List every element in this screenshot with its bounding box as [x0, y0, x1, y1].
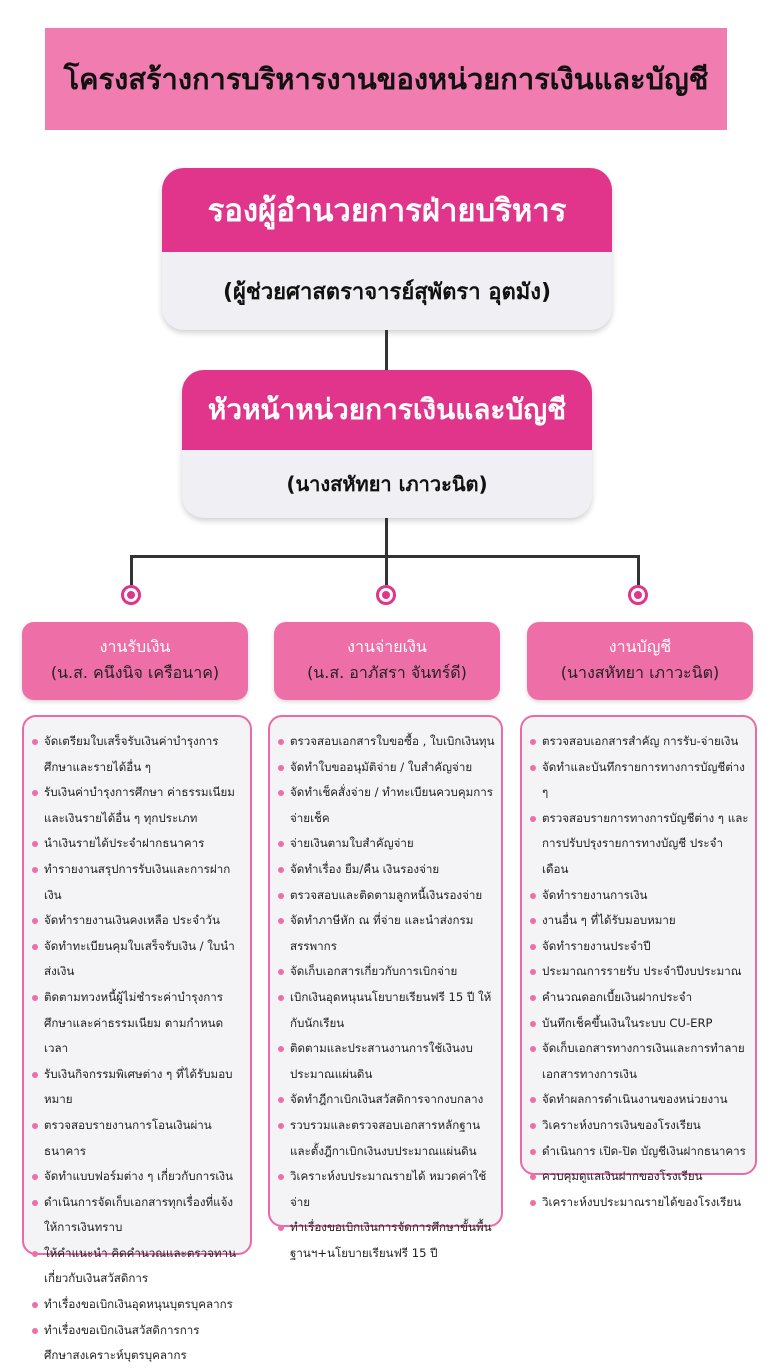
duty-item: ประมาณการรายรับ ประจำปีงบประมาณ [530, 959, 749, 985]
duty-item: จ่ายเงินตามใบสำคัญจ่าย [278, 831, 495, 857]
duty-item: จัดทำฎีกาเบิกเงินสวัสดิการจากงบกลาง [278, 1087, 495, 1113]
duty-item: จัดทำเรื่อง ยืม/คืน เงินรองจ่าย [278, 857, 495, 883]
duty-item: รับเงินกิจกรรมพิเศษต่าง ๆ ที่ได้รับมอบหมาย [32, 1062, 244, 1113]
section-title: งานรับเงิน [99, 637, 171, 656]
duty-item: จัดทำรายงานการเงิน [530, 883, 749, 909]
page-title: โครงสร้างการบริหารงานของหน่วยการเงินและบัญชี [45, 28, 727, 130]
connector-line [637, 555, 640, 585]
duty-item: จัดทำรายงานเงินคงเหลือ ประจำวัน [32, 908, 244, 934]
duty-item: เบิกเงินอุดหนุนนโยบายเรียนฟรี 15 ปี ให้กับนักเรียน [278, 985, 495, 1036]
head-position: หัวหน้าหน่วยการเงินและบัญชี [182, 370, 592, 450]
duty-item: ดำเนินการ เปิด-ปิด บัญชีเงินฝากธนาคาร [530, 1139, 749, 1165]
deputy-director-node [162, 168, 612, 330]
duty-item: จัดทำและบันทึกรายการทางการบัญชีต่าง ๆ [530, 755, 749, 806]
duty-item: จัดเก็บเอกสารทางการเงินและการทำลายเอกสารทางการเงิน [530, 1036, 749, 1087]
duty-item: จัดทำใบขออนุมัติจ่าย / ใบสำคัญจ่าย [278, 755, 495, 781]
duty-item: ทำเรื่องขอเบิกเงินสวัสดิการการศึกษาสงเคราะห์บุตรบุคลากร [32, 1318, 244, 1369]
duty-item: ตรวจสอบเอกสารสำคัญ การรับ-จ่ายเงิน [530, 729, 749, 755]
duty-item: จัดเตรียมใบเสร็จรับเงินค่าบำรุงการศึกษาและรายได้อื่น ๆ [32, 729, 244, 780]
deputy-name: (ผู้ช่วยศาสตราจารย์สุพัตรา อุตมัง) [222, 279, 552, 305]
duty-item: ดำเนินการจัดเก็บเอกสารทุกเรื่องที่แจ้งให้การเงินทราบ [32, 1190, 244, 1241]
section-header-payment [274, 622, 500, 700]
section-title: งานจ่ายเงิน [347, 637, 427, 656]
duty-item: ทำรายงานสรุปการรับเงินและการฝากเงิน [32, 857, 244, 908]
duty-item: จัดเก็บเอกสารเกี่ยวกับการเบิกจ่าย [278, 959, 495, 985]
section-person: (น.ส. คนึงนิจ เครือนาค) [50, 663, 220, 682]
duty-item: จัดทำทะเบียนคุมใบเสร็จรับเงิน / ใบนำส่งเงิน [32, 934, 244, 985]
duties-list-accounting [520, 715, 757, 1209]
duties-list-payment [268, 715, 503, 1260]
duty-item: จัดทำภาษีหัก ณ ที่จ่าย และนำส่งกรมสรรพากร [278, 908, 495, 959]
duty-item: ตรวจสอบเอกสารใบขอซื้อ , ใบเบิกเงินทุน [278, 729, 495, 755]
connector-line [385, 330, 388, 370]
duty-item: คำนวณดอกเบี้ยเงินฝากประจำ [530, 985, 749, 1011]
section-title: งานบัญชี [608, 637, 672, 656]
section-header-receiving [22, 622, 248, 700]
duty-item: จัดทำรายงานประจำปี [530, 934, 749, 960]
unit-head-node [182, 370, 592, 518]
duty-item: ทำเรื่องขอเบิกเงินอุดหนุนบุตรบุคลากร [32, 1292, 244, 1318]
duty-item: ให้คำแนะนำ คิดคำนวณและตรวจทานเกี่ยวกับเงินสวัสดิการ [32, 1241, 244, 1292]
connector-line [385, 518, 388, 556]
duty-item: งานอื่น ๆ ที่ได้รับมอบหมาย [530, 908, 749, 934]
duty-item: จัดทำเช็คสั่งจ่าย / ทำทะเบียนควบคุมการจ่ายเช็ค [278, 780, 495, 831]
duty-item: ตรวจสอบรายการทางการบัญชีต่าง ๆ และการปรับปรุงรายการทางบัญชี ประจำเดือน [530, 806, 749, 883]
duty-item: นำเงินรายได้ประจำฝากธนาคาร [32, 831, 244, 857]
duty-item: วิเคราะห์งบประมาณรายได้ของโรงเรียน [530, 1190, 749, 1216]
duty-item: รวบรวมและตรวจสอบเอกสารหลักฐานและตั้งฎีกาเบิกเงินงบประมาณแผ่นดิน [278, 1113, 495, 1164]
duty-item: ทำเรื่องขอเบิกเงินการจัดการศึกษาขั้นพื้นฐานฯ+นโยบายเรียนฟรี 15 ปี [278, 1215, 495, 1266]
connector-line [385, 555, 388, 585]
duty-item: ตรวจสอบและติดตามลูกหนี้เงินรองจ่าย [278, 883, 495, 909]
duty-item: รับเงินค่าบำรุงการศึกษา ค่าธรรมเนียมและเงินรายได้อื่น ๆ ทุกประเภท [32, 780, 244, 831]
duty-item: ตรวจสอบรายงานการโอนเงินผ่านธนาคาร [32, 1113, 244, 1164]
duty-item: จัดทำผลการดำเนินงานของหน่วยงาน [530, 1087, 749, 1113]
duty-item: วิเคราะห์งบการเงินของโรงเรียน [530, 1113, 749, 1139]
duty-item: บันทึกเช็คขึ้นเงินในระบบ CU-ERP [530, 1011, 749, 1037]
node-dot-icon [376, 585, 396, 605]
duty-item: จัดทำแบบฟอร์มต่าง ๆ เกี่ยวกับการเงิน [32, 1164, 244, 1190]
connector-line [130, 555, 133, 585]
duty-item: วิเคราะห์งบประมาณรายได้ หมวดค่าใช้จ่าย [278, 1164, 495, 1215]
section-person: (น.ส. อาภัสรา จันทร์ดี) [307, 663, 467, 682]
deputy-position: รองผู้อำนวยการฝ่ายบริหาร [162, 168, 612, 252]
node-dot-icon [121, 585, 141, 605]
head-name: (นางสหัทยา เภาวะนิต) [286, 472, 488, 496]
duty-item: ควบคุมดูแลเงินฝากของโรงเรียน [530, 1164, 749, 1190]
duty-item: ติดตามและประสานงานการใช้เงินงบประมาณแผ่นดิน [278, 1036, 495, 1087]
duty-item: ติดตามทวงหนี้ผู้ไม่ชำระค่าบำรุงการศึกษาและค่าธรรมเนียม ตามกำหนดเวลา [32, 985, 244, 1062]
duties-list-receiving [22, 715, 252, 1363]
node-dot-icon [628, 585, 648, 605]
section-header-accounting [527, 622, 753, 700]
section-person: (นางสหัทยา เภาวะนิต) [560, 663, 720, 682]
